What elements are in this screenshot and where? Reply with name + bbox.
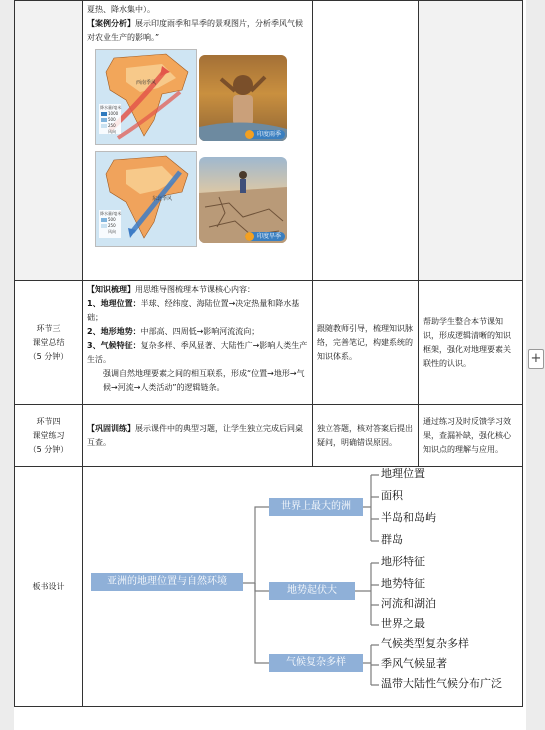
cell-case-content [83, 1, 313, 281]
leaf-3-1: 气候类型复杂多样 [381, 637, 469, 650]
summer-legend-4: 风向 [108, 129, 116, 134]
mind-map [83, 467, 522, 697]
practice-design-intent: 通过练习及时反馈学习效果，查漏补缺，强化核心知识点的理解与应用。 [419, 405, 523, 467]
leaf-1-4: 群岛 [381, 533, 403, 546]
winter-legend-2: 250 [108, 223, 116, 228]
summer-legend-2: 500 [108, 117, 116, 122]
dry-season-photo-icon [199, 157, 287, 243]
board-design-content [83, 467, 523, 707]
summary-label: 环节三 课堂总结 （5 分钟） [15, 281, 83, 405]
mind-root: 亚洲的地理位置与自然环境 [91, 573, 243, 591]
row-practice [15, 405, 523, 467]
row-summary [15, 281, 523, 405]
rainy-badge: 印度雨季 [245, 130, 285, 139]
row-case-analysis [15, 1, 523, 281]
summary-student-activity: 跟随教师引导，梳理知识脉络，完善笔记，构建系统的知识体系。 [313, 281, 419, 405]
continuation-text: 夏热、降水集中）。 [87, 5, 155, 14]
dry-badge: 印度旱季 [245, 232, 285, 241]
summer-wind-label: 西南季风 [136, 80, 157, 86]
board-design-label: 板书设计 [15, 467, 83, 707]
rainy-season-photo-icon [199, 55, 287, 141]
lesson-plan-table [14, 0, 523, 707]
mind-branch-2: 地势起伏大 [269, 582, 355, 600]
india-dry-photo [199, 157, 287, 243]
cell-empty-left [15, 1, 83, 281]
leaf-2-4: 世界之最 [381, 617, 425, 630]
image-row-rainy [87, 49, 308, 145]
india-summer-map [95, 49, 197, 145]
winter-legend-1: 500 [108, 217, 116, 222]
summer-legend-3: 250 [108, 123, 116, 128]
leaf-1-1: 地理位置 [381, 467, 425, 480]
cell-empty-mid [313, 1, 419, 281]
leaf-3-2: 季风气候显著 [381, 657, 447, 670]
leaf-1-3: 半岛和岛屿 [381, 511, 436, 524]
practice-student-activity: 独立答题，核对答案后提出疑问，明确错误原因。 [313, 405, 419, 467]
row-board-design [15, 467, 523, 707]
practice-content: 【巩固训练】展示课件中的典型习题，让学生独立完成后同桌互查。 [83, 405, 313, 467]
mind-branch-3: 气候复杂多样 [269, 654, 363, 672]
winter-legend-title: 降水量/毫米 [100, 211, 122, 216]
leaf-2-3: 河流和湖泊 [381, 597, 436, 610]
cell-empty-right [419, 1, 523, 281]
case-text: 展示印度雨季和旱季的景观图片，分析季风气候对农业生产的影响。” [87, 19, 303, 42]
india-rainy-photo [199, 55, 287, 141]
leaf-3-3: 温带大陆性气候分布广泛 [381, 677, 502, 690]
summer-legend-title: 降水量/毫米 [100, 105, 122, 110]
summer-legend-1: 1000 [108, 111, 119, 116]
practice-label: 环节四 课堂练习 （5 分钟） [15, 405, 83, 467]
leaf-2-2: 地势特征 [381, 577, 425, 590]
winter-wind-label: 东北季风 [152, 196, 173, 202]
winter-legend-3: 风向 [108, 229, 116, 234]
summary-emphasis: 强调自然地理要素之间的相互联系，形成“位置→地形→气候→河流→人类活动”的逻辑链条。 [103, 369, 305, 392]
leaf-2-1: 地形特征 [381, 555, 425, 568]
image-row-dry [87, 151, 308, 247]
summary-design-intent: 帮助学生整合本节课知识，形成逻辑清晰的知识框架，强化对地理要素关联性的认识。 [419, 281, 523, 405]
summary-content: 【知识梳理】用思维导图梳理本节课核心内容： 1、地理位置：半球、经纬度、海陆位置→决定热量和降水基础； 2、地形地势：中部高、四周低→影响河流流向； 3、气候特征：复杂多样、季风显著、大陆性广→影响人类生产生活。 强调自然地理要素之间的相互联系，形成“位置→地形→气候→河流→人类活动”的逻辑链条。 [83, 281, 313, 405]
leaf-1-2: 面积 [381, 489, 403, 502]
add-row-button[interactable]: + [528, 349, 544, 369]
case-tag: 【案例分析】 [87, 19, 135, 28]
india-winter-map [95, 151, 197, 247]
mind-branch-1: 世界上最大的洲 [269, 498, 363, 516]
